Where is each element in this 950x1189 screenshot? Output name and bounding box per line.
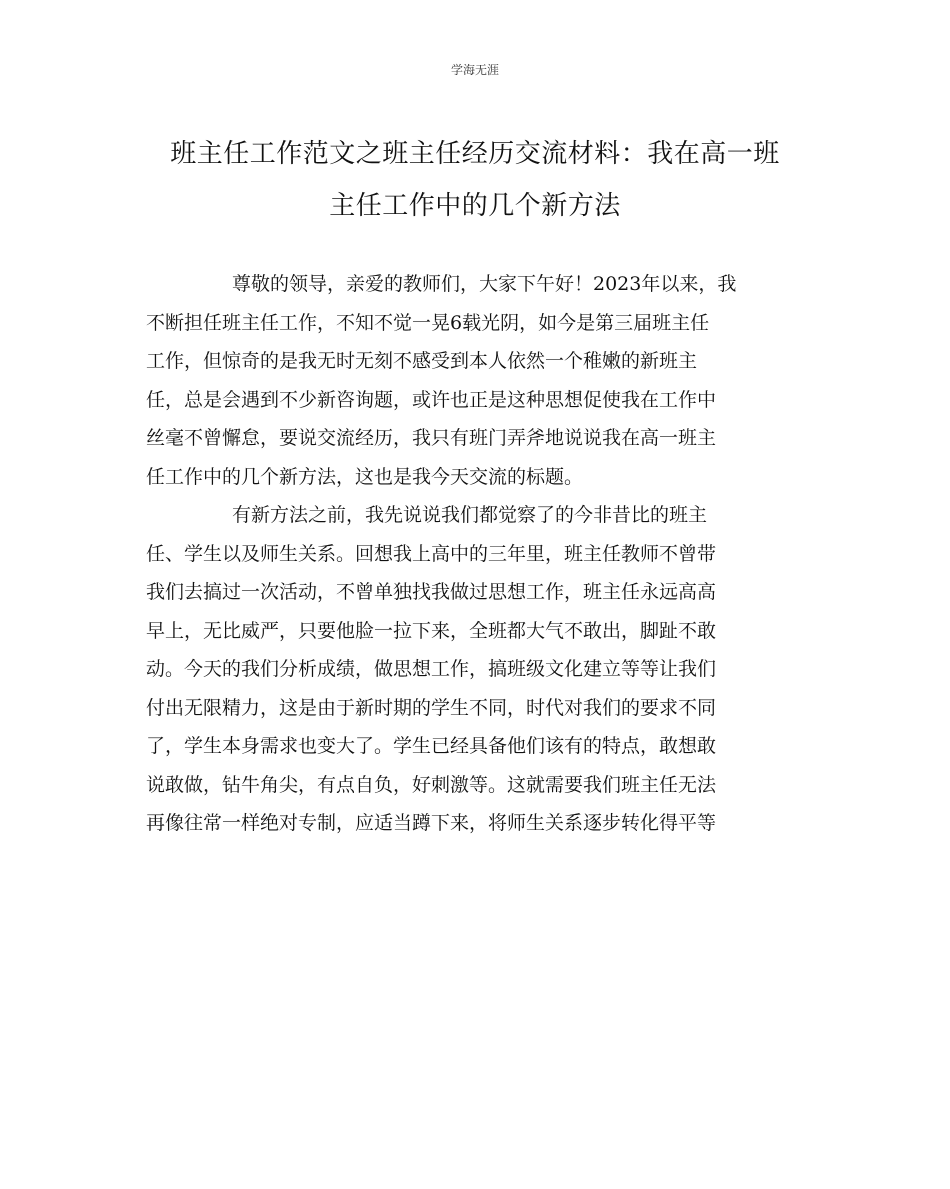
paragraph-line: 丝毫不曾懈怠，要说交流经历，我只有班门弄斧地说说我在高一班主 — [146, 427, 717, 449]
paragraph-line: 有新方法之前，我先说说我们都觉察了的今非昔比的班主 — [232, 504, 708, 526]
paragraph-line: 尊敬的领导，亲爱的教师们，大家下午好！2023年以来，我 — [232, 273, 737, 295]
paragraph-line: 工作，但惊奇的是我无时无刻不感受到本人依然一个稚嫩的新班主 — [146, 350, 698, 372]
paragraph — [146, 265, 802, 496]
paragraph-line: 说敢做，钻牛角尖，有点自负，好刺激等。这就需要我们班主任无法 — [146, 773, 717, 796]
paragraph-line: 动。今天的我们分析成绩，做思想工作，搞班级文化建立等等让我们 — [146, 658, 717, 680]
paragraph-line: 不断担任班主任工作，不知不觉一晃6载光阴，如今是第三届班主任 — [146, 311, 710, 334]
paragraph — [146, 496, 802, 843]
title-line: 班主任工作范文之班主任经历交流材料：我在高一班 — [170, 139, 780, 169]
paragraph-line: 付出无限精力，这是由于新时期的学生不同，时代对我们的要求不同 — [146, 696, 717, 719]
paragraph-line: 任工作中的几个新方法，这也是我今天交流的标题。 — [146, 465, 584, 488]
paragraph-line: 任、学生以及师生关系。回想我上高中的三年里，班主任教师不曾带 — [146, 542, 717, 565]
document-title — [140, 128, 810, 232]
page-header: 学海无涯 — [450, 63, 499, 77]
title-line: 主任工作中的几个新方法 — [329, 191, 621, 221]
paragraph-line: 了，学生本身需求也变大了。学生已经具备他们该有的特点，敢想敢 — [146, 735, 717, 757]
paragraph-line: 再像往常一样绝对专制，应适当蹲下来，将师生关系逐步转化得平等 — [146, 812, 717, 834]
paragraph-line: 早上，无比威严，只要他脸一拉下来，全班都大气不敢出，脚趾不敢 — [146, 619, 717, 642]
paragraph-line: 任，总是会遇到不少新咨询题，或许也正是这种思想促使我在工作中 — [146, 388, 717, 411]
document-body — [146, 265, 802, 843]
paragraph-line: 我们去搞过一次活动，不曾单独找我做过思想工作，班主任永远高高 — [146, 581, 717, 603]
